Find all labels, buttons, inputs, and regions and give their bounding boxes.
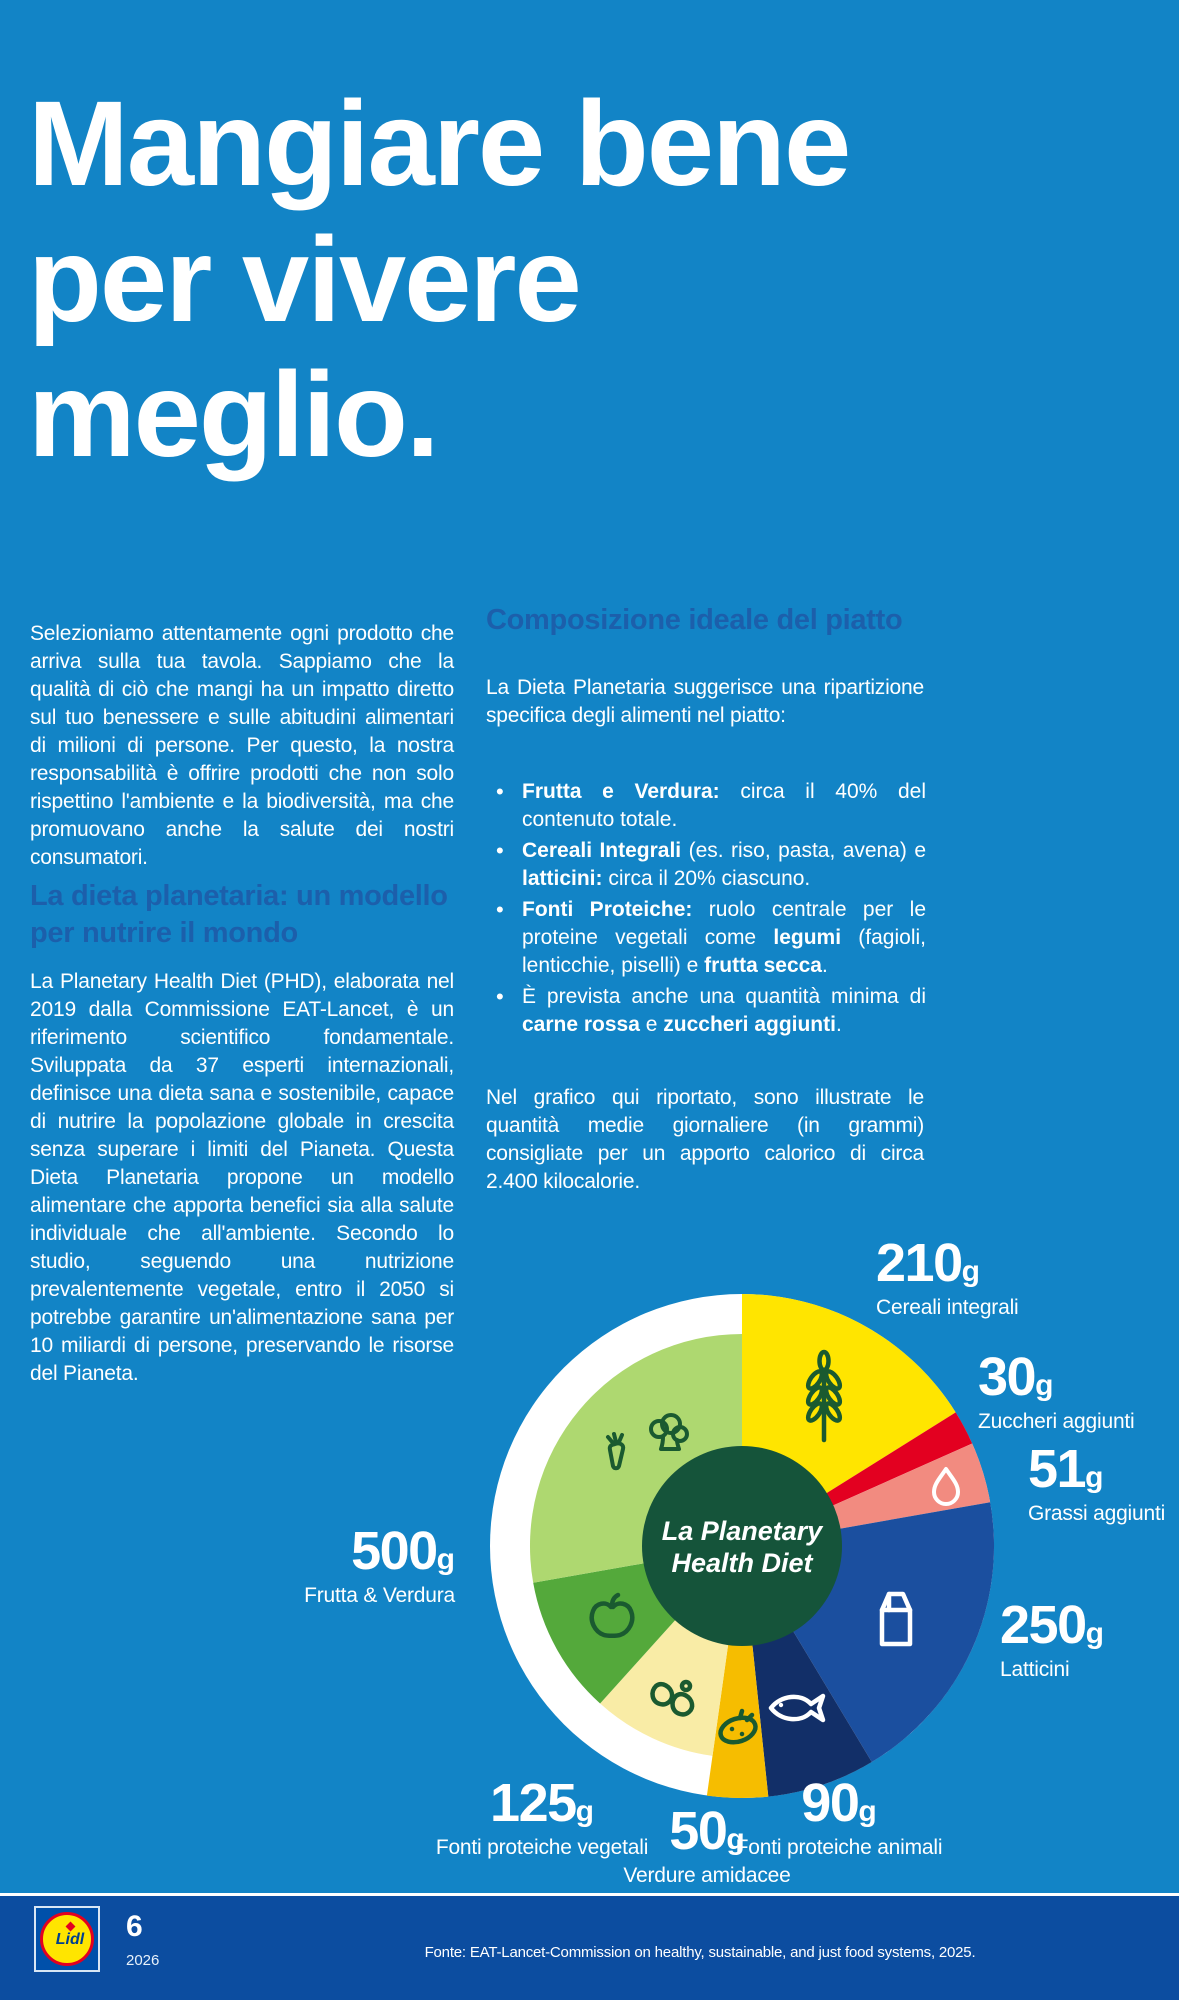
callout-label: Grassi aggiunti	[1028, 1502, 1166, 1525]
pie-hub	[642, 1446, 842, 1646]
callout-label: Frutta & Verdura	[304, 1584, 455, 1607]
callout-value: 30g	[978, 1347, 1054, 1407]
planetary-health-diet-pie-chart	[432, 1233, 1052, 1861]
bullet-list	[486, 778, 926, 1039]
bullet-item: • È prevista anche una quantità minima di carne rossa e zuccheri aggiunti.	[522, 983, 926, 1039]
callout-cereali-integrali	[876, 1233, 1019, 1320]
source-note: Fonte: EAT-Lancet-Commission on healthy, sustainable, and just food systems, 2025.	[424, 1944, 976, 1961]
lidl-logo-circle	[40, 1912, 94, 1966]
pie-center-label-line-2: Health Diet	[671, 1548, 813, 1578]
callout-fonti-proteiche-animali	[728, 1773, 950, 1860]
callout-value: 50g	[669, 1801, 745, 1861]
callout-frutta-verdura	[240, 1521, 455, 1608]
callout-value: 51g	[1028, 1439, 1104, 1499]
callout-latticini	[1000, 1595, 1104, 1682]
section-heading-composizione: Composizione ideale del piatto	[486, 604, 903, 636]
callout-value: 500g	[351, 1521, 455, 1581]
callout-label: Verdure amidacee	[623, 1864, 791, 1887]
section-heading-dieta-planetaria: La dieta planetaria: un modello per nutrire il mondo	[30, 880, 448, 950]
intro-paragraph: Selezioniamo attentamente ogni prodotto che arriva sulla tua tavola. Sappiamo che la qualità di ciò che mangi ha un impatto diretto sul tuo benessere e sulle abitudini alimentari di milioni di persone. Per questo, la nostra responsabilità è offrire prodotti che non solo rispettino l'ambiente e la biodiversità, ma che promuovano anche la salute dei nostri consumatori.	[30, 622, 454, 869]
callout-label: Fonti proteiche animali	[735, 1836, 943, 1859]
lidl-logo-text: Lidl	[55, 1931, 85, 1948]
composizione-intro-paragraph: La Dieta Planetaria suggerisce una ripartizione specifica degli alimenti nel piatto:	[486, 676, 924, 727]
title-line-3: meglio.	[28, 346, 438, 483]
lidl-logo-dot	[66, 1922, 76, 1932]
page-number: 6	[126, 1910, 143, 1943]
dieta-planetaria-paragraph: La Planetary Health Diet (PHD), elaborata nel 2019 dalla Commissione EAT-Lancet, è un riferimento scientifico fondamentale. Sviluppata da 37 esperti internazionali, definisce una dieta sana e sostenibile, capace di nutrire la popolazione globale in crescita senza superare i limiti del Pianeta. Questa Dieta Planetaria propone un modello alimentare che apporta benefici sia alla salute individuale che all'ambiente. Secondo lo studio, seguendo una nutrizione prevalentemente vegetale, entro il 2050 si potrebbe garantire un'alimentazione sana per 10 miliardi di persone, preservando le risorse del Pianeta.	[30, 970, 454, 1385]
callout-value: 90g	[801, 1773, 877, 1833]
callout-fonti-proteiche-vegetali	[432, 1773, 652, 1860]
page-year: 2026	[126, 1952, 160, 1969]
composizione-bullet-list	[486, 778, 926, 1042]
lidl-logo	[34, 1906, 100, 1972]
callout-value: 210g	[876, 1233, 980, 1293]
page-title	[28, 76, 1008, 483]
callout-label: Cereali integrali	[876, 1296, 1019, 1319]
callout-label: Zuccheri aggiunti	[978, 1410, 1135, 1433]
title-line-2: per vivere	[28, 210, 580, 347]
footer-bar	[0, 1893, 1179, 2000]
callout-value: 250g	[1000, 1595, 1104, 1655]
title-line-1: Mangiare bene	[28, 75, 850, 211]
callout-zuccheri-aggiunti	[978, 1347, 1135, 1434]
bullet-item: • Frutta e Verdura: circa il 40% del contenuto totale.	[522, 778, 926, 834]
callout-grassi-aggiunti	[1028, 1439, 1166, 1526]
pie-center-label-line-1: La Planetary	[661, 1516, 823, 1546]
callout-label: Fonti proteiche vegetali	[435, 1836, 649, 1859]
grafico-note-paragraph: Nel grafico qui riportato, sono illustrate le quantità medie giornaliere (in grammi) consigliate per un apporto calorico di circa 2.400 kilocalorie.	[486, 1086, 924, 1193]
bullet-item: • Fonti Proteiche: ruolo centrale per le proteine vegetali come legumi (fagioli, lenticchie, piselli) e frutta secca.	[522, 896, 926, 980]
callout-value: 125g	[490, 1773, 594, 1833]
bullet-item: • Cereali Integrali (es. riso, pasta, avena) e latticini: circa il 20% ciascuno.	[522, 837, 926, 893]
callout-label: Latticini	[1000, 1658, 1070, 1681]
